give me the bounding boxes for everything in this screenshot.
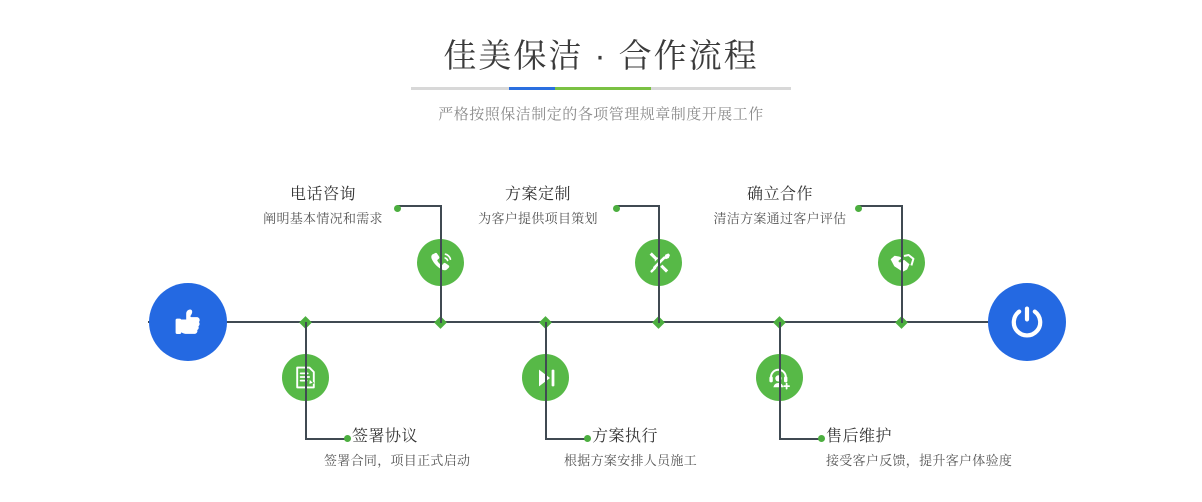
step-name-6: 售后维护 (826, 428, 893, 445)
step-name-5: 确立合作 (746, 186, 813, 203)
connector-hline-3 (616, 205, 660, 207)
step-desc-3: 为客户提供项目策划 (478, 211, 598, 226)
step-desc-5: 清洁方案通过客户评估 (713, 211, 847, 226)
connector-vline-3 (658, 205, 660, 323)
step-desc-4: 根据方案安排人员施工 (564, 453, 698, 468)
connector-vline-5 (901, 205, 903, 323)
divider-blue-segment (509, 87, 555, 90)
divider-green-segment (555, 87, 651, 90)
thumbs-up-icon (168, 302, 208, 342)
step-desc-2: 签署合同，项目正式启动 (324, 453, 471, 468)
step-desc-1: 阐明基本情况和需求 (263, 211, 383, 226)
connector-tip-4 (584, 435, 591, 442)
step-label-2 (324, 426, 552, 471)
connector-vline-2 (305, 322, 307, 440)
connector-tip-3 (613, 205, 620, 212)
step-name-1: 电话咨询 (289, 186, 356, 203)
step-desc-6: 接受客户反馈，提升客户体验度 (826, 453, 1013, 468)
step-name-4: 方案执行 (592, 428, 659, 445)
connector-tip-2 (344, 435, 351, 442)
step-label-1 (253, 184, 393, 229)
connector-tip-5 (855, 205, 862, 212)
connector-vline-1 (440, 205, 442, 323)
step-name-2: 签署协议 (352, 428, 419, 445)
connector-hline-4 (545, 438, 587, 440)
step-label-3 (463, 184, 613, 229)
page-subtitle: 严格按照保洁制定的各项管理规章制度开展工作 (438, 106, 764, 123)
timeline-axis (148, 321, 1058, 323)
connector-vline-4 (545, 322, 547, 440)
connector-hline-2 (305, 438, 347, 440)
page-title: 佳美保洁 · 合作流程 (443, 37, 759, 74)
connector-tip-1 (394, 205, 401, 212)
connector-vline-6 (779, 322, 781, 440)
power-icon (1006, 301, 1048, 343)
step-label-5 (705, 184, 855, 229)
connector-hline-5 (858, 205, 903, 207)
step-label-6 (826, 426, 1056, 471)
header (0, 34, 1202, 124)
title-divider (411, 87, 791, 90)
start-endpoint (149, 283, 227, 361)
connector-tip-6 (818, 435, 825, 442)
end-endpoint (988, 283, 1066, 361)
step-label-4 (564, 426, 792, 471)
step-name-3: 方案定制 (504, 186, 571, 203)
connector-hline-1 (397, 205, 442, 207)
connector-hline-6 (779, 438, 821, 440)
